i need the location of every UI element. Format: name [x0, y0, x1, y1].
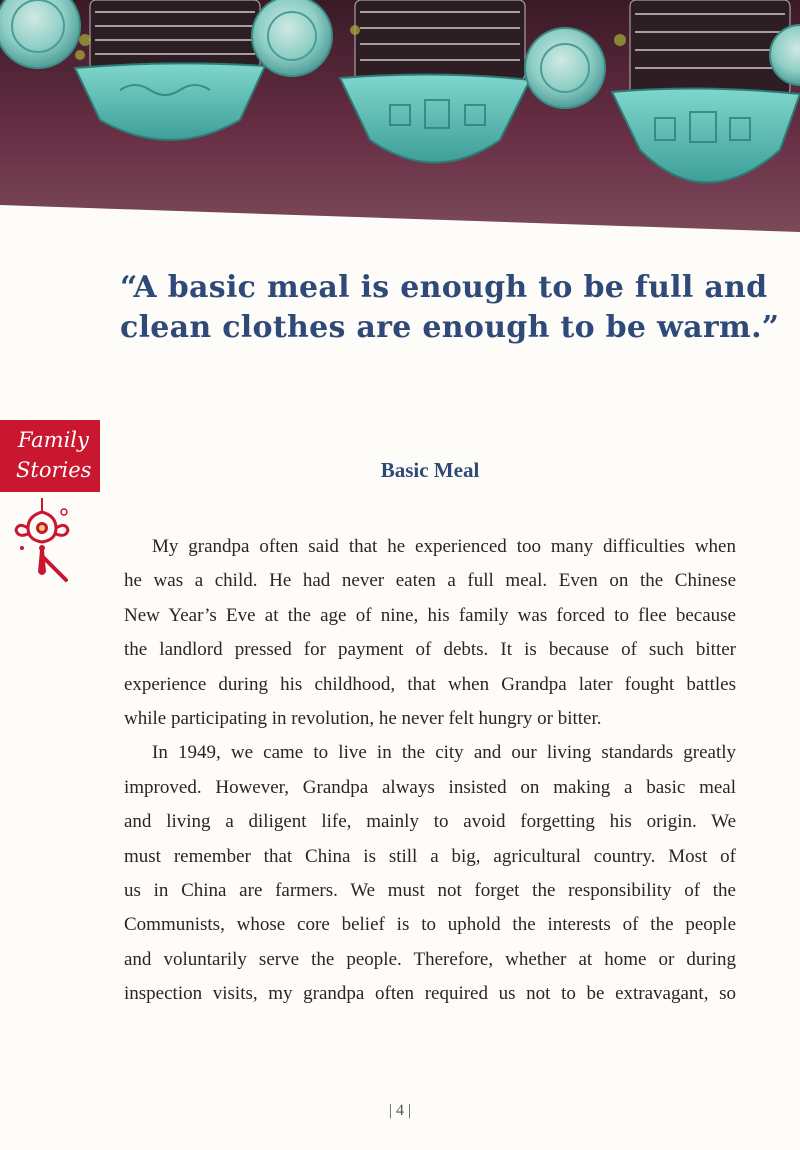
body-text: [124, 530, 736, 1012]
text-line: inspection visits, my grandpa often required us not to be extravagant, so: [124, 983, 736, 1005]
text-line: and voluntarily serve the people. Therefore, whether at home or during: [124, 948, 736, 970]
text-line: must remember that China is still a big, agricultural country. Most of: [124, 845, 736, 867]
section-tab-label: Family: [18, 428, 89, 452]
page-number: | 4 |: [388, 1102, 412, 1119]
pull-quote: [120, 268, 780, 348]
text-line: In 1949, we came to live in the city and our living standards greatly: [152, 742, 736, 764]
pull-quote-line: clean clothes are enough to be warm.”: [120, 310, 780, 345]
chinese-knot-icon: [14, 498, 84, 595]
text-line: My grandpa often said that he experienced too many difficulties when: [152, 536, 736, 557]
section-tab: [0, 420, 100, 492]
text-line: experience during his childhood, that when Grandpa later fought battles: [124, 673, 736, 695]
text-line: and living a diligent life, mainly to avoid forgetting his origin. We: [124, 811, 736, 833]
pull-quote-line: “A basic meal is enough to be full and: [120, 270, 768, 305]
text-line: while participating in revolution, he never felt hungry or bitter.: [124, 708, 602, 730]
header-photo: [0, 0, 800, 232]
text-line: New Year’s Eve at the age of nine, his family was forced to flee because: [124, 604, 736, 626]
section-heading: Basic Meal: [380, 458, 480, 482]
paragraph: [124, 736, 736, 1011]
text-line: us in China are farmers. We must not forget the responsibility of the: [124, 880, 736, 902]
paragraph: [124, 530, 736, 736]
text-line: Communists, whose core belief is to uphold the interests of the people: [124, 914, 736, 936]
section-tab-label: Stories: [16, 458, 92, 482]
text-line: he was a child. He had never eaten a full meal. Even on the Chinese: [124, 570, 736, 592]
text-line: the landlord pressed for payment of debts. It is because of such bitter: [124, 639, 736, 661]
text-line: improved. However, Grandpa always insisted on making a basic meal: [124, 776, 736, 798]
